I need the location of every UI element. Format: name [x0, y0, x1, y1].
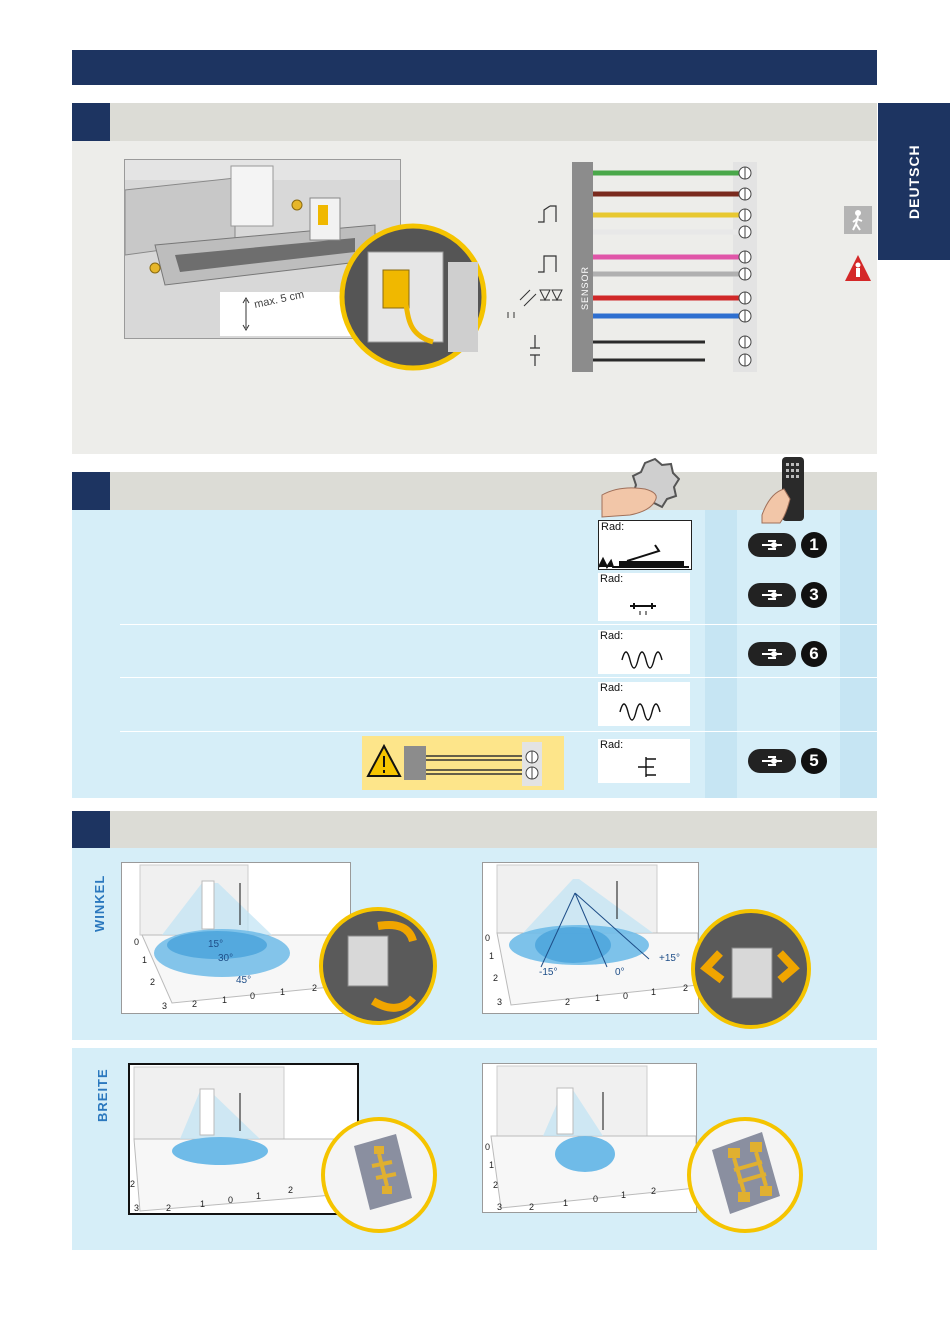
- axis-tick: 0: [134, 937, 140, 947]
- row-divider: [120, 677, 877, 678]
- wiring-warning-box: [362, 736, 564, 790]
- winkel-label: WINKEL: [92, 874, 107, 932]
- axis-tick: 1: [256, 1191, 262, 1201]
- toggle-icon: [748, 583, 796, 607]
- axis-tick: 1: [595, 993, 601, 1003]
- width-zoom-circle-right: [686, 1116, 804, 1234]
- top-banner: [72, 50, 877, 85]
- angle-label: +15°: [659, 953, 680, 964]
- thumbnail-terminal: [598, 739, 690, 783]
- breite-label: BREITE: [95, 1068, 110, 1122]
- thumbnail-short: [598, 573, 690, 621]
- language-tab-label: DEUTSCH: [906, 144, 922, 219]
- column-stripe: [705, 510, 737, 798]
- thumbnail-label: Rad:: [600, 573, 624, 585]
- axis-tick: 1: [621, 1190, 627, 1200]
- section-3-number-box: [72, 811, 110, 849]
- axis-tick: 2: [288, 1185, 294, 1195]
- axis-tick: 3: [497, 997, 503, 1007]
- axis-tick: 0: [593, 1194, 599, 1204]
- angle-diagram-right: [482, 862, 699, 1014]
- thumbnail-wave-2: [598, 682, 690, 726]
- step-number: 1: [801, 532, 827, 558]
- section-1-header: [72, 103, 877, 141]
- axis-tick: 2: [493, 973, 499, 983]
- axis-tick: 0: [623, 991, 629, 1001]
- axis-tick: 2: [683, 983, 689, 993]
- axis-tick: 1: [651, 987, 657, 997]
- axis-tick: 1: [489, 951, 495, 961]
- axis-tick: 2: [312, 983, 318, 993]
- axis-tick: 0: [250, 991, 256, 1001]
- step-number: 6: [801, 641, 827, 667]
- axis-tick: 3: [134, 1203, 140, 1213]
- wiring-svg: [500, 160, 770, 375]
- axis-tick: 3: [162, 1001, 168, 1011]
- angle-label: -15°: [539, 967, 558, 978]
- step-number: 5: [801, 748, 827, 774]
- wiring-diagram: [500, 160, 770, 375]
- axis-tick: 0: [485, 933, 491, 943]
- axis-tick: 0: [485, 1142, 491, 1152]
- angle-label: 15°: [208, 939, 224, 950]
- column-stripe-right: [840, 510, 877, 798]
- thumbnail-wave: [598, 630, 690, 674]
- angle-zoom-circle-left: [318, 906, 438, 1026]
- sensor-terminal-label: SENSOR: [580, 265, 590, 310]
- axis-tick: 2: [150, 977, 156, 987]
- axis-tick: 2: [529, 1202, 535, 1212]
- axis-tick: 1: [222, 995, 228, 1005]
- axis-tick: 3: [497, 1202, 503, 1212]
- axis-tick: 2: [130, 1179, 136, 1189]
- angle-label: 30°: [218, 953, 234, 964]
- axis-tick: 1: [563, 1198, 569, 1208]
- width-diagram-right: [482, 1063, 697, 1213]
- axis-tick: 1: [489, 1160, 495, 1170]
- axis-tick: 2: [166, 1203, 172, 1213]
- thumbnail-label: Rad:: [601, 521, 625, 533]
- angle-label: 0°: [615, 967, 625, 978]
- axis-tick: 0: [228, 1195, 234, 1205]
- thumbnail-ramp: [598, 520, 692, 570]
- section-2-number-box: [72, 472, 110, 510]
- angle-label: 45°: [236, 975, 252, 986]
- axis-tick: 2: [565, 997, 571, 1007]
- language-tab: [878, 103, 950, 260]
- remote-control-icon: [760, 455, 810, 525]
- section-2-header: [72, 472, 877, 510]
- axis-tick: 2: [493, 1180, 499, 1190]
- adjustment-knob-icon: [600, 455, 680, 523]
- row-divider: [120, 731, 877, 732]
- sensor-zoom-circle: [338, 222, 488, 372]
- axis-tick: 2: [192, 999, 198, 1009]
- walking-person-icon: [844, 206, 872, 234]
- warning-person-icon: [844, 254, 872, 282]
- axis-tick: 2: [651, 1186, 657, 1196]
- step-number: 3: [801, 582, 827, 608]
- toggle-icon: [748, 533, 796, 557]
- toggle-icon: [748, 749, 796, 773]
- section-3-header: [72, 811, 877, 849]
- width-zoom-circle-left: [320, 1116, 438, 1234]
- thumbnail-label: Rad:: [600, 682, 624, 694]
- angle-diagram-left: [121, 862, 351, 1014]
- section-1-number-box: [72, 103, 110, 141]
- angle-zoom-circle-right: [690, 908, 812, 1030]
- thumbnail-label: Rad:: [600, 630, 624, 642]
- axis-tick: 1: [200, 1199, 206, 1209]
- axis-tick: 1: [280, 987, 286, 997]
- thumbnail-label: Rad:: [600, 739, 624, 751]
- axis-tick: 1: [142, 955, 148, 965]
- toggle-icon: [748, 642, 796, 666]
- row-divider: [120, 624, 877, 625]
- install-distance-note: max. 5 cm: [253, 288, 306, 311]
